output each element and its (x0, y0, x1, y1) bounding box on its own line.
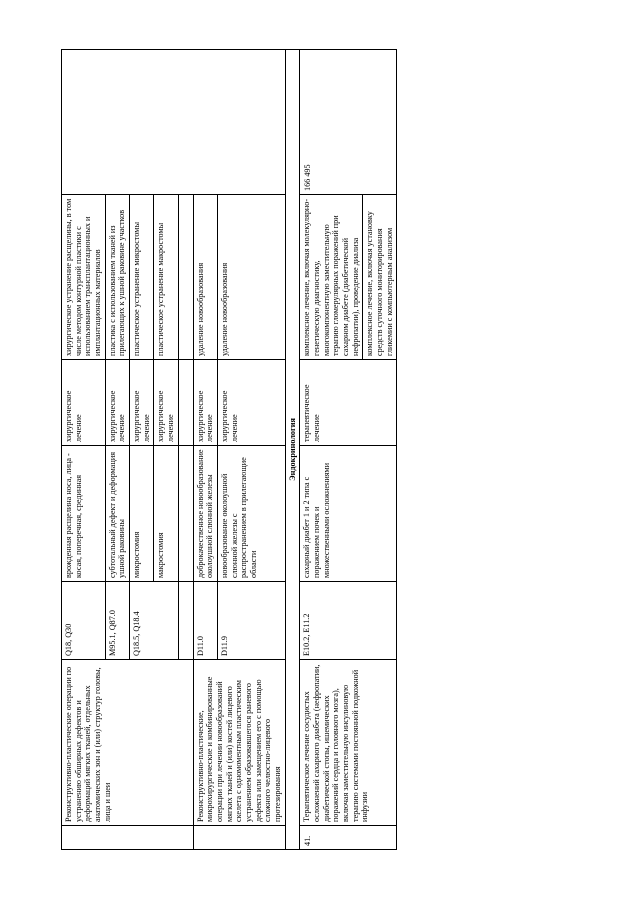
row-number-cell (193, 826, 285, 850)
codes-cell: Q18, Q30 (62, 582, 106, 660)
table-row (300, 50, 363, 850)
method-cell: пластика с использованием тканей из прилегающих к ушной раковине участков (105, 195, 129, 360)
empty-cell (178, 446, 193, 582)
codes-cell: M95.1, Q87.0 (105, 582, 129, 660)
price-cell (62, 50, 286, 195)
procedure-cell: Реконструктивно-пластические, микрохирургические и комбинированные операции при лечении новообразований мягких тканей и (или) костей лицевого скелета с одномоментным пластическим устранением образовавшегося раневого дефекта или замещением его с помощью сложного челюстно-лицевого протезирования (193, 660, 285, 826)
row-number-cell (62, 826, 194, 850)
method-cell: удаление новообразования (218, 195, 286, 360)
patient-model-cell: макростомия (154, 446, 178, 582)
rotated-table-page (61, 50, 601, 850)
empty-cell (178, 195, 193, 360)
method-cell: пластическое устранение микростомы (130, 195, 154, 360)
empty-cell (178, 582, 193, 660)
codes-cell: D11.9 (218, 582, 286, 660)
table-row (62, 50, 106, 850)
medical-care-table (61, 49, 397, 850)
patient-model-cell: субтотальный дефект и деформация ушной раковины (105, 446, 129, 582)
patient-model-cell: доброкачественное новообразование околоушной слюнной железы (193, 446, 217, 582)
patient-model-cell: новообразование околоушной слюнной железы с распространением в прилегающие области (218, 446, 286, 582)
patient-model-cell: врожденная расщелина носа, лица - косая, поперечная, срединная (62, 446, 106, 582)
treatment-type-cell: хирургическое лечение (105, 360, 129, 446)
procedure-cell: Реконструктивно-пластические операции по устранению обширных дефектов и деформаций мягких тканей, отдельных анатомических зон и (или) структур головы, лица и шеи (62, 660, 194, 826)
row-number-cell: 41. (300, 826, 397, 850)
procedure-cell: Терапевтическое лечение сосудистых осложнений сахарного диабета (нефропатии, диабетической стопы, ишемических поражений сердца и головного мозга), включая заместительную инсулиновую терапию системами постоянной подкожной инфузии (300, 660, 397, 826)
patient-model-cell: сахарный диабет 1 и 2 типа с поражением почек и множественными осложнениями (300, 446, 397, 582)
patient-model-cell: микростомия (130, 446, 154, 582)
empty-cell (178, 360, 193, 446)
method-cell: хирургическое устранение расщелины, в том числе методом контурной пластики с использованием трансплантационных и имплантационных материалов (62, 195, 106, 360)
codes-cell: D11.0 (193, 582, 217, 660)
treatment-type-cell: хирургическое лечение (193, 360, 217, 446)
section-title: Эндокринология (285, 50, 300, 850)
treatment-type-cell: хирургическое лечение (218, 360, 286, 446)
method-cell: пластическое устранение макростомы (154, 195, 178, 360)
section-header-row (285, 50, 300, 850)
codes-cell: Q18.5, Q18.4 (130, 582, 179, 660)
treatment-type-cell: хирургическое лечение (130, 360, 154, 446)
treatment-type-cell: терапевтическое лечение (300, 360, 397, 446)
treatment-type-cell: хирургическое лечение (154, 360, 178, 446)
method-cell: комплексное лечение, включая молекулярно-генетическую диагностику, многокомпонентную заместительную терапию гломерулярных поражений при сахарном диабете (диабетической нефропатии), проведение диализа (300, 195, 363, 360)
codes-cell: E10.2, E11.2 (300, 582, 397, 660)
treatment-type-cell: хирургическое лечение (62, 360, 106, 446)
method-cell: удаление новообразования (193, 195, 217, 360)
price-cell: 166 495 (300, 50, 397, 195)
method-cell: комплексное лечение, включая установку средств суточного мониторирования гликемии с компьютерным анализом (363, 195, 397, 360)
